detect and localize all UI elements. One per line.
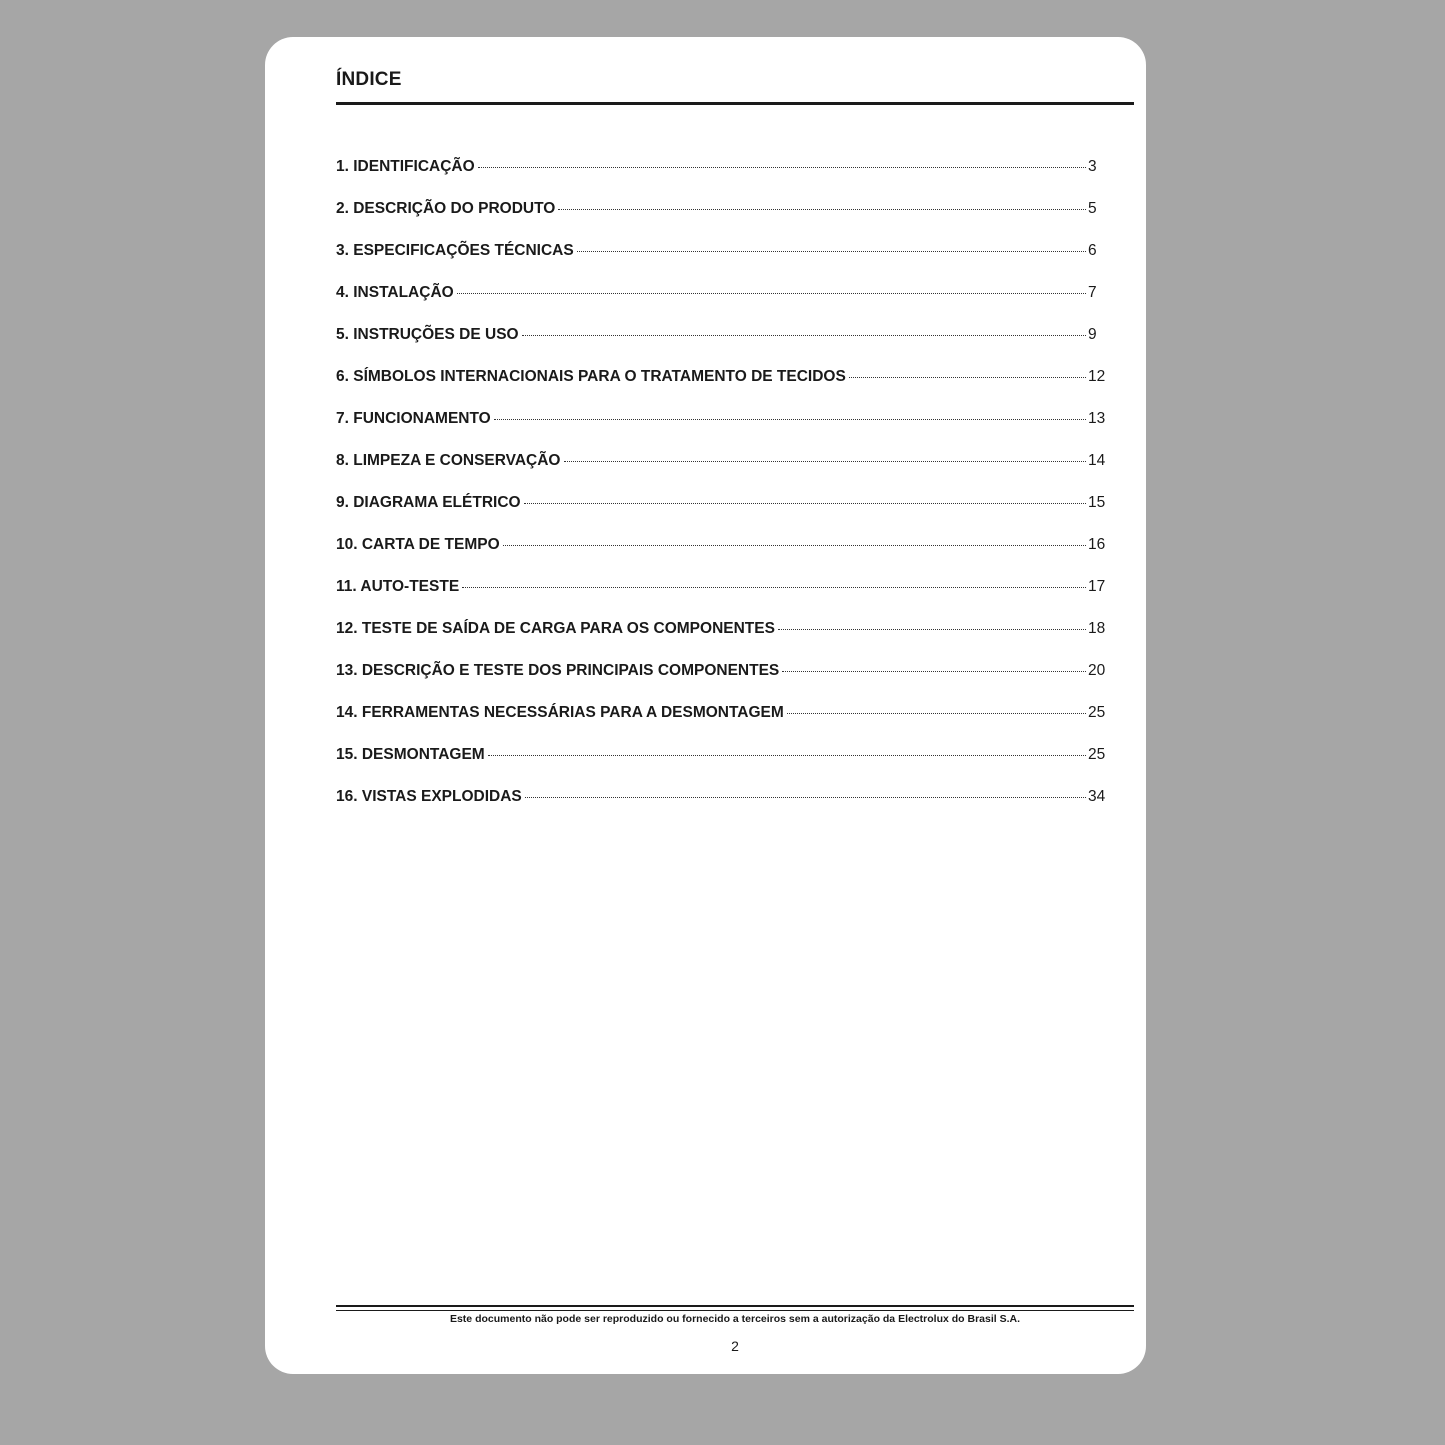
toc-label: 14. FERRAMENTAS NECESSÁRIAS PARA A DESMONTAGEM — [336, 704, 784, 721]
toc-label: 15. DESMONTAGEM — [336, 746, 485, 763]
toc-label: 16. VISTAS EXPLODIDAS — [336, 788, 522, 805]
toc-entry-3[interactable] — [336, 242, 1106, 284]
toc-entry-1[interactable] — [336, 158, 1106, 200]
dot-leader — [525, 797, 1086, 798]
dot-leader — [462, 587, 1086, 588]
page-number: 2 — [731, 1338, 739, 1354]
toc-label: 10. CARTA DE TEMPO — [336, 536, 500, 553]
toc-label: 11. AUTO-TESTE — [336, 578, 460, 595]
toc-entry-12[interactable] — [336, 620, 1106, 662]
toc-page-number: 16 — [1088, 536, 1106, 553]
footer-divider-bottom — [336, 1310, 1134, 1311]
page-title: ÍNDICE — [336, 69, 402, 90]
dot-leader — [457, 293, 1086, 294]
toc-entry-13[interactable] — [336, 662, 1106, 704]
toc-entry-15[interactable] — [336, 746, 1106, 788]
table-of-contents — [336, 158, 1106, 830]
toc-entry-16[interactable] — [336, 788, 1106, 830]
toc-page-number: 14 — [1088, 452, 1106, 469]
toc-page-number: 13 — [1088, 410, 1106, 427]
dot-leader — [478, 167, 1086, 168]
toc-entry-7[interactable] — [336, 410, 1106, 452]
toc-entry-5[interactable] — [336, 326, 1106, 368]
dot-leader — [787, 713, 1086, 714]
toc-label: 5. INSTRUÇÕES DE USO — [336, 326, 519, 343]
dot-leader — [849, 377, 1086, 378]
dot-leader — [577, 251, 1086, 252]
toc-entry-4[interactable] — [336, 284, 1106, 326]
dot-leader — [524, 503, 1086, 504]
toc-page-number: 25 — [1088, 746, 1106, 763]
toc-entry-10[interactable] — [336, 536, 1106, 578]
toc-label: 3. ESPECIFICAÇÕES TÉCNICAS — [336, 242, 574, 259]
dot-leader — [782, 671, 1086, 672]
toc-entry-6[interactable] — [336, 368, 1106, 410]
dot-leader — [778, 629, 1086, 630]
toc-page-number: 9 — [1088, 326, 1097, 343]
toc-entry-8[interactable] — [336, 452, 1106, 494]
toc-page-number: 15 — [1088, 494, 1106, 511]
toc-page-number: 12 — [1088, 368, 1106, 385]
dot-leader — [494, 419, 1086, 420]
toc-page-number: 20 — [1088, 662, 1106, 679]
toc-label: 1. IDENTIFICAÇÃO — [336, 158, 475, 175]
toc-label: 8. LIMPEZA E CONSERVAÇÃO — [336, 452, 561, 469]
toc-page-number: 3 — [1088, 158, 1097, 175]
toc-label: 4. INSTALAÇÃO — [336, 284, 454, 301]
dot-leader — [522, 335, 1086, 336]
toc-page-number: 18 — [1088, 620, 1106, 637]
toc-page-number: 17 — [1088, 578, 1106, 595]
toc-page-number: 7 — [1088, 284, 1097, 301]
toc-page-number: 5 — [1088, 200, 1097, 217]
toc-entry-14[interactable] — [336, 704, 1106, 746]
toc-entry-11[interactable] — [336, 578, 1106, 620]
document-page — [265, 37, 1146, 1374]
dot-leader — [564, 461, 1087, 462]
toc-page-number: 34 — [1088, 788, 1106, 805]
toc-label: 2. DESCRIÇÃO DO PRODUTO — [336, 200, 556, 217]
toc-page-number: 6 — [1088, 242, 1097, 259]
toc-label: 7. FUNCIONAMENTO — [336, 410, 491, 427]
toc-entry-2[interactable] — [336, 200, 1106, 242]
toc-label: 13. DESCRIÇÃO E TESTE DOS PRINCIPAIS COMPONENTES — [336, 662, 780, 679]
dot-leader — [558, 209, 1086, 210]
toc-label: 6. SÍMBOLOS INTERNACIONAIS PARA O TRATAMENTO DE TECIDOS — [336, 368, 846, 385]
toc-entry-9[interactable] — [336, 494, 1106, 536]
title-divider — [336, 102, 1134, 105]
dot-leader — [503, 545, 1086, 546]
toc-label: 12. TESTE DE SAÍDA DE CARGA PARA OS COMPONENTES — [336, 620, 775, 637]
toc-label: 9. DIAGRAMA ELÉTRICO — [336, 494, 521, 511]
toc-page-number: 25 — [1088, 704, 1106, 721]
footer-divider-top — [336, 1305, 1134, 1307]
dot-leader — [488, 755, 1086, 756]
footer-copyright-note: Este documento não pode ser reproduzido ou fornecido a terceiros sem a autorização da Electrolux do Brasil S.A. — [449, 1313, 1021, 1325]
